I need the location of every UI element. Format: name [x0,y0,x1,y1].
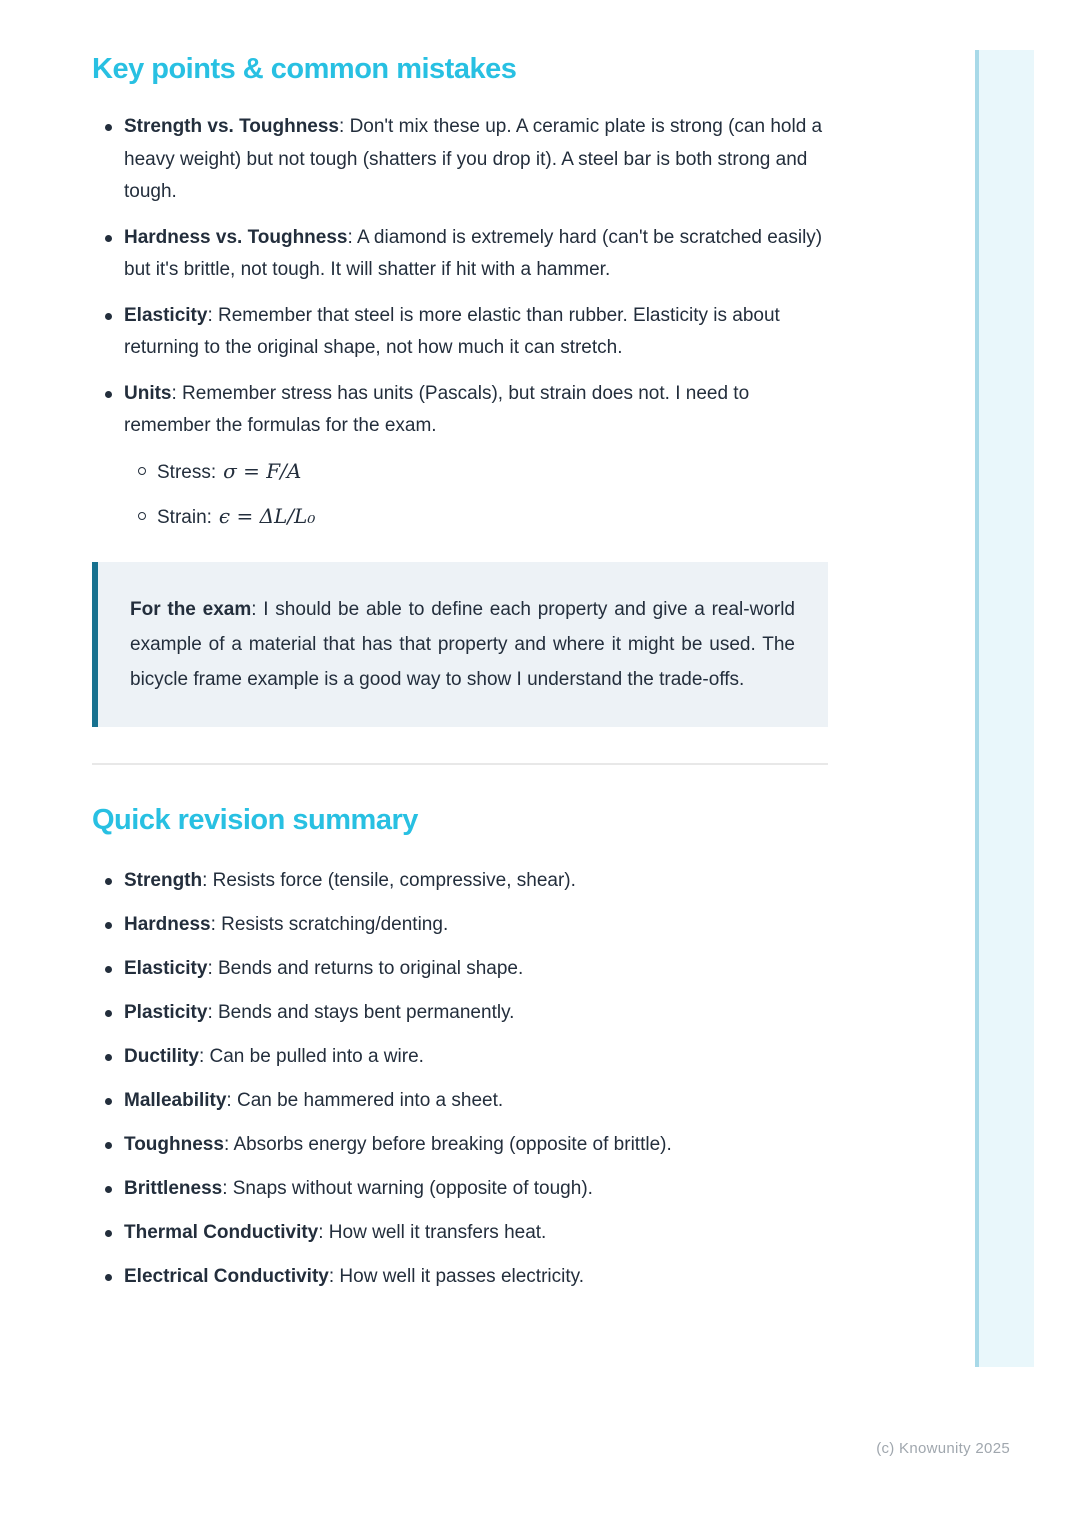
sub-list-item [124,500,828,534]
quick-summary-heading: Quick revision summary [92,803,418,836]
item-desc: : Absorbs energy before breaking (opposite of brittle). [223,1133,672,1155]
item-term: Hardness vs. Toughness [124,226,348,248]
bullet-icon [105,922,112,929]
list-item [92,953,828,985]
sub-list-item [124,455,828,489]
item-term: Thermal Conductivity [124,1221,319,1243]
bullet-icon [105,235,112,242]
item-desc: : Don't mix these up. A ceramic plate is strong (can hold a heavy weight) but not tough (shatters if you drop it). A steel bar is both strong and tough. [124,116,823,202]
list-item [92,865,828,897]
item-desc: : Snaps without warning (opposite of tough). [222,1177,593,1199]
item-term: Strength [124,869,203,891]
list-item [92,1085,828,1117]
item-desc: : A diamond is extremely hard (can't be scratched easily) but it's brittle, not tough. It will shatter if hit with a hammer. [124,226,823,280]
bullet-icon [105,1230,112,1237]
item-desc: : Bends and returns to original shape. [207,957,524,979]
bullet-icon [105,313,112,320]
stress-formula: σ = F/A [223,458,302,483]
list-item [92,1041,828,1073]
list-item [92,222,828,287]
bullet-icon [105,1054,112,1061]
bullet-icon [105,966,112,973]
item-term: Elasticity [124,957,208,979]
item-desc: : Remember stress has units (Pascals), but strain does not. I need to remember the formulas for the exam. [124,382,750,436]
bullet-icon [105,1142,112,1149]
formula-label: Stress: [157,461,217,483]
bullet-icon [105,1274,112,1281]
bullet-icon [105,124,112,131]
callout-desc: : I should be able to define each property and give a real-world example of a material that has that property and where it might be used. The bicycle frame example is a good way to show I understand the trade-offs. [130,598,796,690]
item-term: Strength vs. Toughness [124,116,340,137]
item-desc: : Resists force (tensile, compressive, shear). [202,869,576,891]
quick-summary-list [92,865,828,1293]
list-item [92,997,828,1029]
item-term: Brittleness [124,1177,223,1199]
item-term: Electrical Conductivity [124,1265,329,1287]
list-item [92,1217,828,1249]
formula-label: Strain: [157,506,212,528]
item-term: Plasticity [124,1001,208,1023]
item-desc: : Can be hammered into a sheet. [226,1089,504,1111]
list-item [92,909,828,941]
list-item [92,1261,828,1293]
circle-bullet-icon [138,512,146,520]
footer-copyright: (c) Knowunity 2025 [876,1440,1010,1457]
bullet-icon [105,1186,112,1193]
list-item [92,378,828,534]
item-term: Units [124,382,172,404]
strain-formula: ϵ = ΔL/L₀ [218,503,316,528]
key-points-list [92,111,828,534]
item-term: Hardness [124,913,211,935]
item-desc: : Can be pulled into a wire. [198,1045,424,1067]
exam-callout [92,562,828,727]
section-divider [92,763,828,765]
bullet-icon [105,391,112,398]
item-desc: : How well it transfers heat. [318,1221,547,1243]
formulas-sub-list [124,455,828,534]
list-item [92,1173,828,1205]
circle-bullet-icon [138,467,146,475]
item-term: Malleability [124,1089,227,1111]
bullet-icon [105,1098,112,1105]
list-item [92,1129,828,1161]
bullet-icon [105,1010,112,1017]
item-desc: : Resists scratching/denting. [210,913,449,935]
item-term: Ductility [124,1045,199,1067]
item-term: Toughness [124,1133,224,1155]
list-item [92,300,828,365]
bullet-icon [105,878,112,885]
list-item [92,111,828,209]
item-desc: : Bends and stays bent permanently. [207,1001,515,1023]
callout-term: For the exam [130,598,252,620]
item-desc: : How well it passes electricity. [328,1265,585,1287]
item-desc: : Remember that steel is more elastic than rubber. Elasticity is about returning to the original shape, not how much it can stretch. [124,304,780,358]
item-term: Elasticity [124,304,208,326]
key-points-heading: Key points & common mistakes [92,53,517,85]
